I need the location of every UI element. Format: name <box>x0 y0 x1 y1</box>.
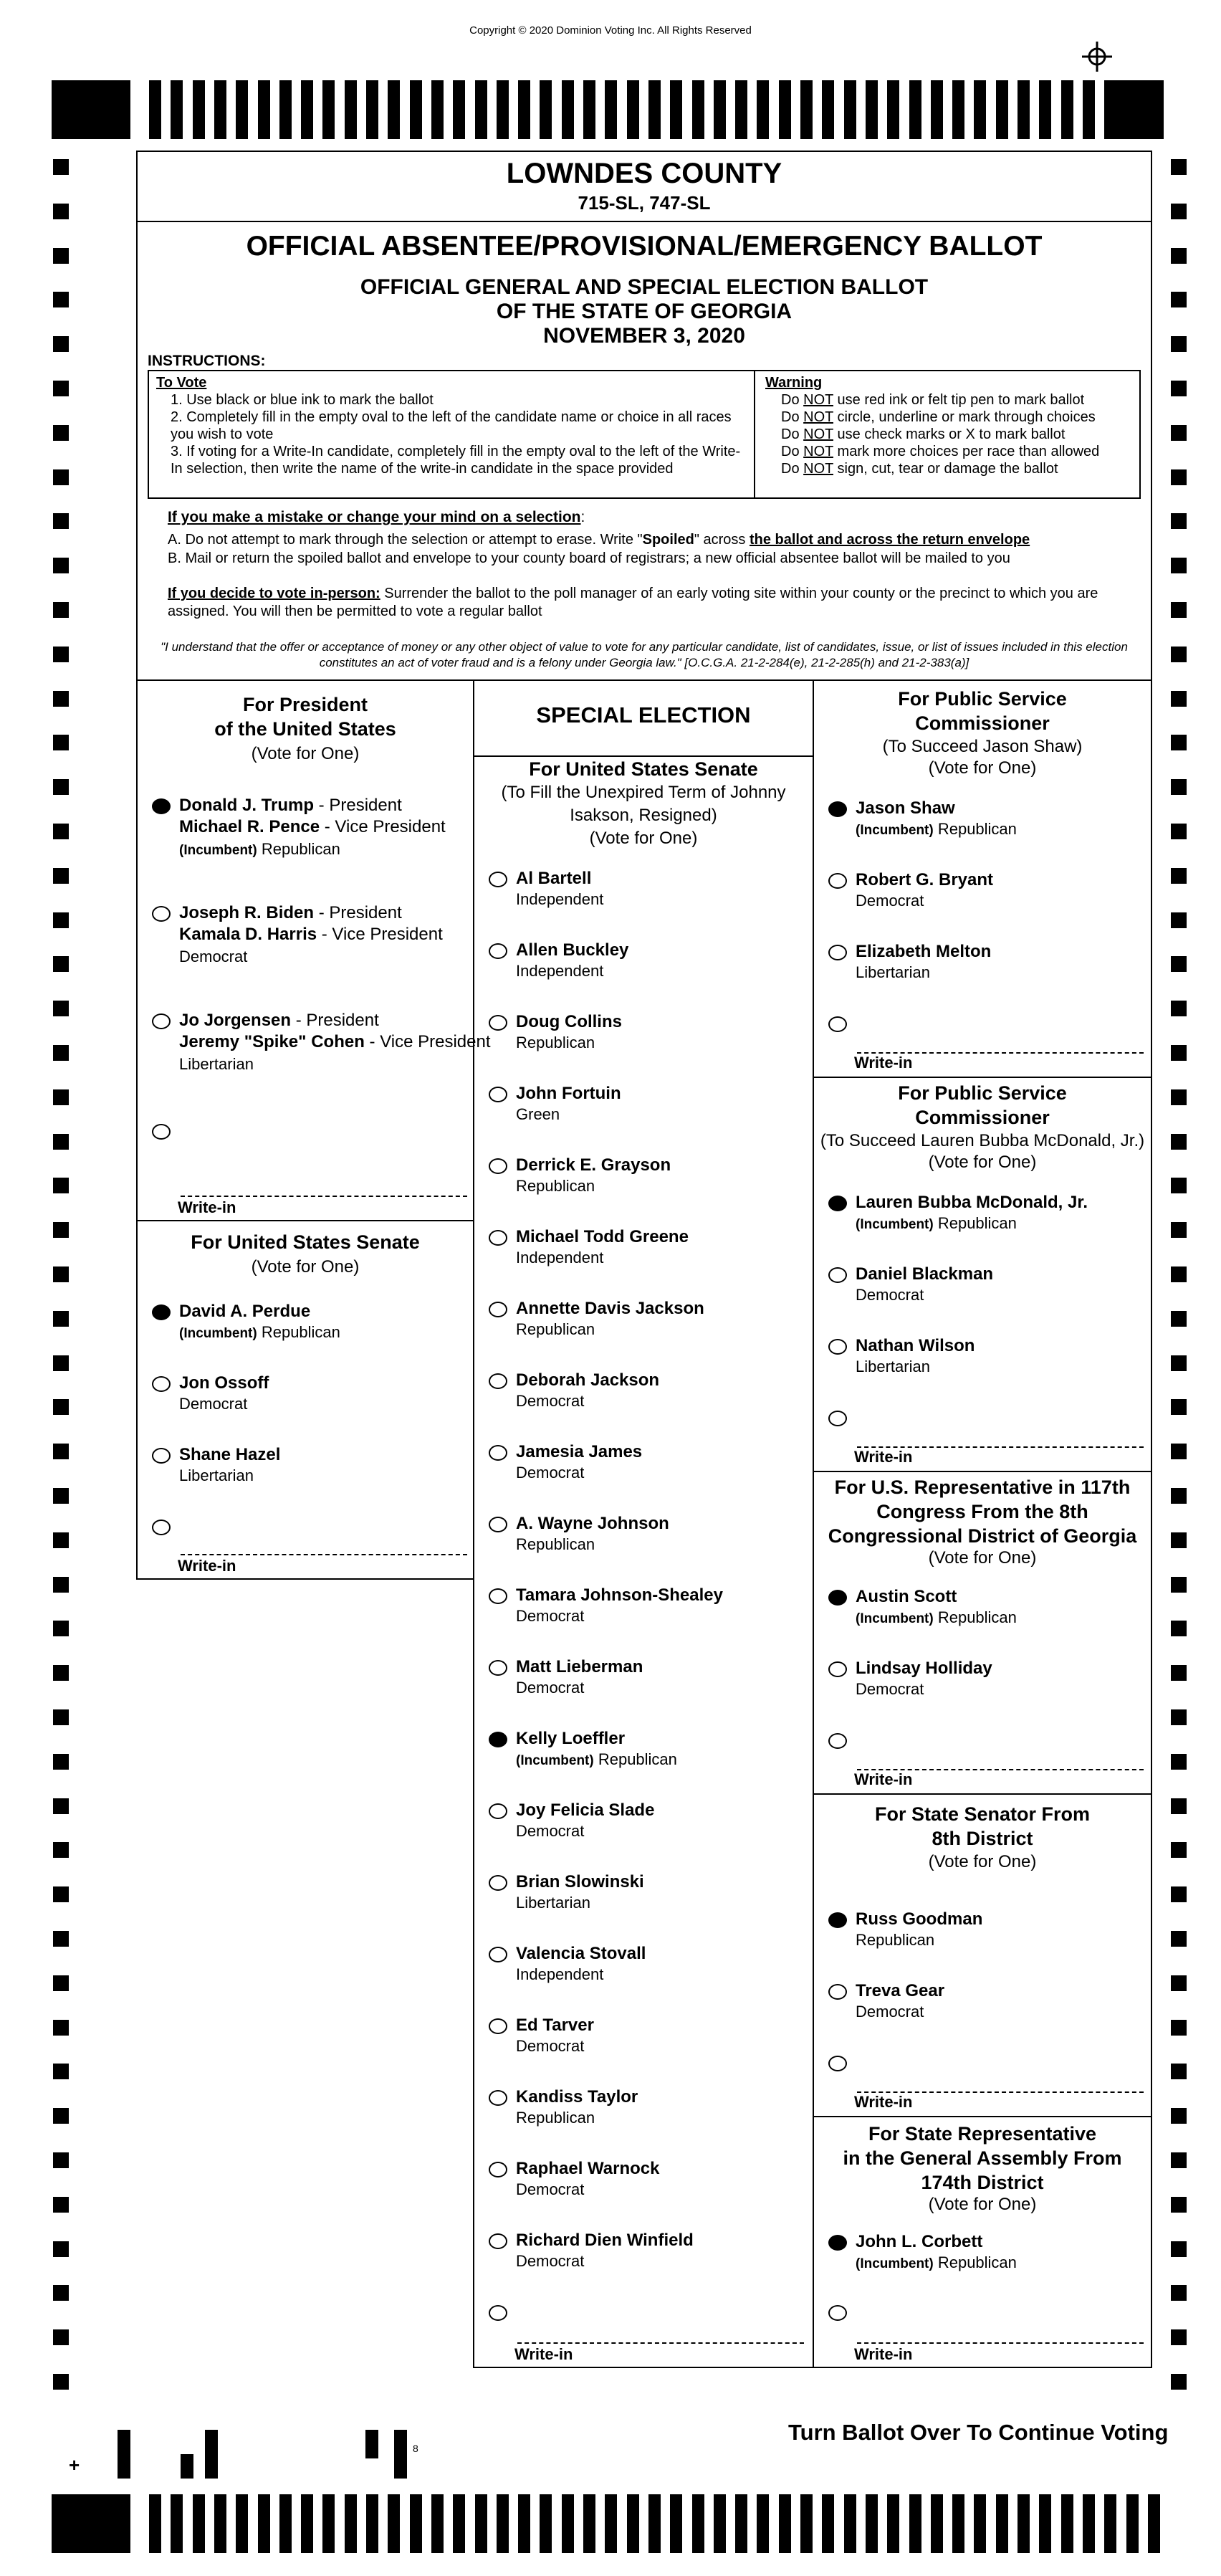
vote-oval[interactable] <box>489 1947 507 1962</box>
ballot-header <box>136 151 1152 681</box>
vote-oval[interactable] <box>828 1196 847 1211</box>
vote-oval[interactable] <box>489 1015 507 1031</box>
candidate-party: Republican <box>516 2109 595 2127</box>
candidate-party: Democrat <box>516 2037 585 2055</box>
mistake-heading: If you make a mistake or change your mind on a selection: <box>168 509 585 525</box>
vote-oval[interactable] <box>489 2233 507 2249</box>
timing-mark <box>118 2430 130 2479</box>
to-vote-step-3: 3. If voting for a Write-In candidate, completely fill in the empty oval to the left of the Write-In selection, then write the name of the write-in candidate in the space provided <box>171 444 741 477</box>
candidate-party: Independent <box>516 1249 604 1266</box>
ballot-title: OFFICIAL ABSENTEE/PROVISIONAL/EMERGENCY BALLOT <box>246 231 1043 262</box>
candidate-name: Raphael Warnock <box>516 2159 660 2178</box>
vote-oval[interactable] <box>828 1661 847 1677</box>
special-senate-vote-for: (Vote for One) <box>589 829 698 848</box>
psc-mcdonald-title-2: Commissioner <box>915 1107 1050 1128</box>
vote-oval[interactable] <box>489 1588 507 1604</box>
us-rep-write-in-label: Write-in <box>854 1770 913 1788</box>
vote-oval[interactable] <box>489 2090 507 2106</box>
vote-oval[interactable] <box>828 2235 847 2251</box>
state-rep-title-1: For State Representative <box>868 2123 1097 2145</box>
vote-oval[interactable] <box>152 1376 171 1392</box>
vote-oval[interactable] <box>828 1339 847 1355</box>
vote-oval[interactable] <box>489 1373 507 1389</box>
candidate-name: Deborah Jackson <box>516 1370 660 1390</box>
contest-divider <box>814 2116 1151 2117</box>
vote-oval[interactable] <box>828 801 847 817</box>
senate-vote-for: (Vote for One) <box>251 1257 360 1277</box>
vote-oval[interactable] <box>489 1087 507 1102</box>
instructions-label: INSTRUCTIONS: <box>148 353 266 369</box>
state-senate-vote-for: (Vote for One) <box>928 1852 1037 1871</box>
candidate-party: Democrat <box>516 2180 585 2198</box>
state-rep-vote-for: (Vote for One) <box>928 2195 1037 2214</box>
timing-mark <box>181 2454 193 2479</box>
us-rep-title-3: Congressional District of Georgia <box>828 1525 1137 1547</box>
vote-oval[interactable] <box>489 1445 507 1461</box>
candidate-name: Ed Tarver <box>516 2016 594 2035</box>
candidate-party: Republican <box>516 1320 595 1338</box>
vote-oval[interactable] <box>489 872 507 887</box>
warning-section <box>758 371 1152 480</box>
psc-shaw-vote-for: (Vote for One) <box>928 758 1037 778</box>
candidate-party: Independent <box>516 1965 604 1983</box>
candidate-name: Kelly Loeffler <box>516 1729 626 1748</box>
vote-oval[interactable] <box>152 1124 171 1140</box>
state-senate-title-1: For State Senator From <box>874 1803 1091 1825</box>
candidate-party: Green <box>516 1105 560 1123</box>
warning-heading: Warning <box>765 375 823 391</box>
vote-oval[interactable] <box>489 1230 507 1246</box>
turn-over-notice: Turn Ballot Over To Continue Voting <box>788 2420 1169 2445</box>
vote-oval[interactable] <box>489 1302 507 1317</box>
psc-shaw-title-1: For Public Service <box>898 688 1067 710</box>
vote-oval[interactable] <box>828 1267 847 1283</box>
senate-title: For United States Senate <box>191 1231 420 1253</box>
vote-oval[interactable] <box>152 798 171 814</box>
warning-item: Do NOT use red ink or felt tip pen to mark ballot <box>781 392 1085 408</box>
candidate-party: Democrat <box>516 1822 585 1840</box>
candidate-name: Annette Davis Jackson <box>516 1299 704 1318</box>
to-vote-step-2: 2. Completely fill in the empty oval to the left of the candidate name or choice in all races you wish to vote <box>171 409 732 442</box>
candidate-name: Doug Collins <box>516 1012 622 1031</box>
candidate-party: (Incumbent) Republican <box>516 1750 677 1768</box>
to-vote-heading: To Vote <box>156 375 207 391</box>
election-date: NOVEMBER 3, 2020 <box>543 324 745 348</box>
candidate-name: Richard Dien Winfield <box>516 2231 694 2250</box>
special-senate-write-in-label: Write-in <box>514 2345 573 2363</box>
candidate-name: A. Wayne Johnson <box>516 1514 669 1533</box>
vote-oval[interactable] <box>152 1448 171 1464</box>
to-vote-section <box>149 371 755 497</box>
contest-divider <box>138 1220 473 1221</box>
candidate-name: Al Bartell <box>516 869 592 888</box>
instructions-box <box>148 370 1141 499</box>
ballot-subtitle-2: OF THE STATE OF GEORGIA <box>496 300 793 323</box>
to-vote-step-1: 1. Use black or blue ink to mark the ballot <box>171 392 434 408</box>
psc-shaw-write-in-label: Write-in <box>854 1054 913 1072</box>
vote-oval[interactable] <box>828 1984 847 2000</box>
vote-oval[interactable] <box>828 945 847 960</box>
senate-write-in-label: Write-in <box>178 1557 236 1575</box>
warning-item: Do NOT use check marks or X to mark ballot <box>781 426 1066 442</box>
us-rep-title-2: Congress From the 8th <box>876 1501 1088 1522</box>
state-rep-write-in-label: Write-in <box>854 2345 913 2363</box>
mistake-step-a: A. Do not attempt to mark through the selection or attempt to erase. Write "Spoiled" across the ballot and across the return envelope <box>168 532 1030 548</box>
special-senate-title: For United States Senate <box>529 758 758 780</box>
candidate-party: Republican <box>516 1034 595 1051</box>
write-in-line[interactable] <box>857 2342 1144 2344</box>
top-timing-bar <box>52 80 1164 139</box>
vote-oval[interactable] <box>489 1803 507 1819</box>
ballot-subtitle-1: OFFICIAL GENERAL AND SPECIAL ELECTION BALLOT <box>360 275 929 299</box>
vote-oval[interactable] <box>828 2056 847 2071</box>
header-divider <box>138 221 1151 222</box>
candidate-party: Republican <box>516 1177 595 1195</box>
candidate-name: Brian Slowinski <box>516 1872 644 1892</box>
candidate-name: John Fortuin <box>516 1084 621 1103</box>
state-senate-title-2: 8th District <box>932 1828 1033 1849</box>
vote-oval[interactable] <box>152 1304 171 1320</box>
vote-oval[interactable] <box>152 1013 171 1029</box>
candidate-name: Kandiss Taylor <box>516 2087 638 2107</box>
special-election-heading: SPECIAL ELECTION <box>536 702 751 728</box>
warning-item: Do NOT mark more choices per race than allowed <box>781 444 1100 459</box>
vote-oval[interactable] <box>489 2305 507 2321</box>
candidate-name: Jamesia James <box>516 1442 643 1461</box>
contest-divider <box>814 1793 1151 1795</box>
contest-divider <box>814 1471 1151 1472</box>
vote-oval[interactable] <box>489 1875 507 1891</box>
vote-oval[interactable] <box>489 1660 507 1676</box>
vote-oval[interactable] <box>152 1520 171 1535</box>
candidate-party: Independent <box>516 890 604 908</box>
write-in-line[interactable] <box>517 2342 804 2344</box>
special-senate-sub-2: Isakson, Resigned) <box>570 806 717 825</box>
candidate-party: Democrat <box>516 1679 585 1697</box>
vote-oval[interactable] <box>489 1517 507 1532</box>
president-title-2: of the United States <box>214 718 396 740</box>
candidate-party: Democrat <box>516 2252 585 2270</box>
vote-oval[interactable] <box>828 1590 847 1606</box>
special-election-column <box>473 679 814 2368</box>
voter-fraud-affirmation: "I understand that the offer or acceptance of money or any other object of value to vote for any particular candidate, list of candidates, issue, or list of issues included in this election constitutes an act of voter fraud and is a felony under Georgia law." [O.C.G.A. 21-2-284(e), 21-2-285(h) and 21-2-383(a)] <box>161 640 1128 669</box>
plus-mark: + <box>69 2454 80 2476</box>
bottom-timing-bar <box>52 2494 1164 2553</box>
mistake-step-b: B. Mail or return the spoiled ballot and envelope to your county board of registrars; a new official absentee ballot will be mailed to you <box>168 550 1010 566</box>
vote-oval[interactable] <box>828 1016 847 1032</box>
vote-oval[interactable] <box>489 943 507 959</box>
psc-shaw-sub: (To Succeed Jason Shaw) <box>882 737 1083 756</box>
contest-divider <box>814 1077 1151 1078</box>
write-in-line[interactable] <box>181 1196 467 1197</box>
left-column: For President of the United States (Vote for One) Donald J. Trump - President Michael R. Pence - Vice President (Incumbent) Republican Joseph R. Biden - President Kamala D. Harris - Vice President Democrat Jo Jorgensen - President Jeremy "Spike" Cohen - Vice President Libertarian Write-in For United States Senate (Vote for One) David A. Perdue (Incumbent) Republican Jon Ossoff Democrat Shane Hazel Libertarian Write-in <box>136 679 474 1580</box>
precinct-codes: 715-SL, 747-SL <box>578 192 711 214</box>
vote-oval[interactable] <box>489 1732 507 1747</box>
candidate-name: Tamara Johnson-Shealey <box>516 1585 723 1605</box>
candidate-name: Matt Lieberman <box>516 1657 643 1676</box>
us-rep-title-1: For U.S. Representative in 117th <box>834 1477 1131 1498</box>
small-mark: 8 <box>413 2443 418 2454</box>
timing-mark <box>365 2430 378 2458</box>
candidate-party: Democrat <box>516 1607 585 1625</box>
state-rep-title-2: in the General Assembly From <box>843 2147 1122 2169</box>
right-column: For Public Service Commissioner (To Succeed Jason Shaw) (Vote for One) Jason Shaw (Incumbent) Republican Robert G. Bryant Democrat Elizabeth Melton Libertarian Write-in For Public Service Commissioner (To Succeed Lauren Bubba McDonald, Jr.) (Vote for One) Lauren Bubba McDonald, Jr. (Incumbent) Republican Daniel Blackman Democrat Nathan Wilson Libertarian Write-in For U.S. Representative in 117th Congress From the 8th Congressional District of Georgia (Vote for One) Austin Scott (Incumbent) Republican Lindsay Holliday Democrat Write-in For State Senator From 8th District (Vote for One) Russ Goodman Republican Treva Gear Democrat Write-in For State Representative in the General Assembly From 174th District (Vote for One) John L. Corbett (Incumbent) Republican Write-in <box>813 679 1152 2368</box>
state-senate-write-in-label: Write-in <box>854 2093 913 2111</box>
candidate-party: Independent <box>516 962 604 980</box>
timing-mark <box>394 2430 407 2479</box>
warning-item: Do NOT circle, underline or mark through choices <box>781 409 1096 425</box>
county-name: LOWNDES COUNTY <box>506 158 782 189</box>
vote-oval[interactable] <box>828 2305 847 2321</box>
candidate-name: Derrick E. Grayson <box>516 1155 671 1175</box>
vote-oval[interactable] <box>489 2162 507 2177</box>
candidate-name: Allen Buckley <box>516 940 629 960</box>
psc-mcdonald-sub: (To Succeed Lauren Bubba McDonald, Jr.) <box>820 1131 1145 1150</box>
candidate-party: Republican <box>516 1535 595 1553</box>
vote-oval[interactable] <box>828 1912 847 1928</box>
vote-oval[interactable] <box>489 1158 507 1174</box>
vote-oval[interactable] <box>828 1411 847 1426</box>
candidate-name: Valencia Stovall <box>516 1944 646 1963</box>
write-in-line[interactable] <box>181 1554 467 1555</box>
vote-oval[interactable] <box>828 873 847 889</box>
president-write-in-label: Write-in <box>178 1198 236 1216</box>
candidate-name: Michael Todd Greene <box>516 1227 689 1246</box>
copyright-notice: Copyright © 2020 Dominion Voting Inc. All Rights Reserved <box>469 24 752 37</box>
president-title-1: For President <box>242 694 368 715</box>
president-vote-for: (Vote for One) <box>251 744 360 763</box>
candidate-name: Joy Felicia Slade <box>516 1800 655 1820</box>
vote-oval[interactable] <box>828 1733 847 1749</box>
candidate-party: Democrat <box>516 1464 585 1482</box>
candidate-party: Libertarian <box>516 1894 590 1912</box>
special-senate-sub-1: (To Fill the Unexpired Term of Johnny <box>501 783 786 802</box>
timing-mark <box>205 2430 218 2479</box>
psc-mcdonald-title-1: For Public Service <box>898 1082 1067 1104</box>
psc-shaw-title-2: Commissioner <box>915 712 1050 734</box>
candidate-party: Democrat <box>516 1392 585 1410</box>
us-rep-vote-for: (Vote for One) <box>928 1548 1037 1568</box>
psc-mcdonald-write-in-label: Write-in <box>854 1448 913 1466</box>
state-rep-title-3: 174th District <box>921 2172 1044 2193</box>
in-person-instruction: If you decide to vote in-person: Surrender the ballot to the poll manager of an early voting site within your county or the precinct to which you are assigned. You will then be permitted to vote a regular ballot <box>168 586 1098 619</box>
vote-oval[interactable] <box>489 2018 507 2034</box>
psc-mcdonald-vote-for: (Vote for One) <box>928 1153 1037 1172</box>
crosshair-icon <box>1082 42 1112 72</box>
warning-item: Do NOT sign, cut, tear or damage the ballot <box>781 461 1058 477</box>
vote-oval[interactable] <box>152 906 171 922</box>
